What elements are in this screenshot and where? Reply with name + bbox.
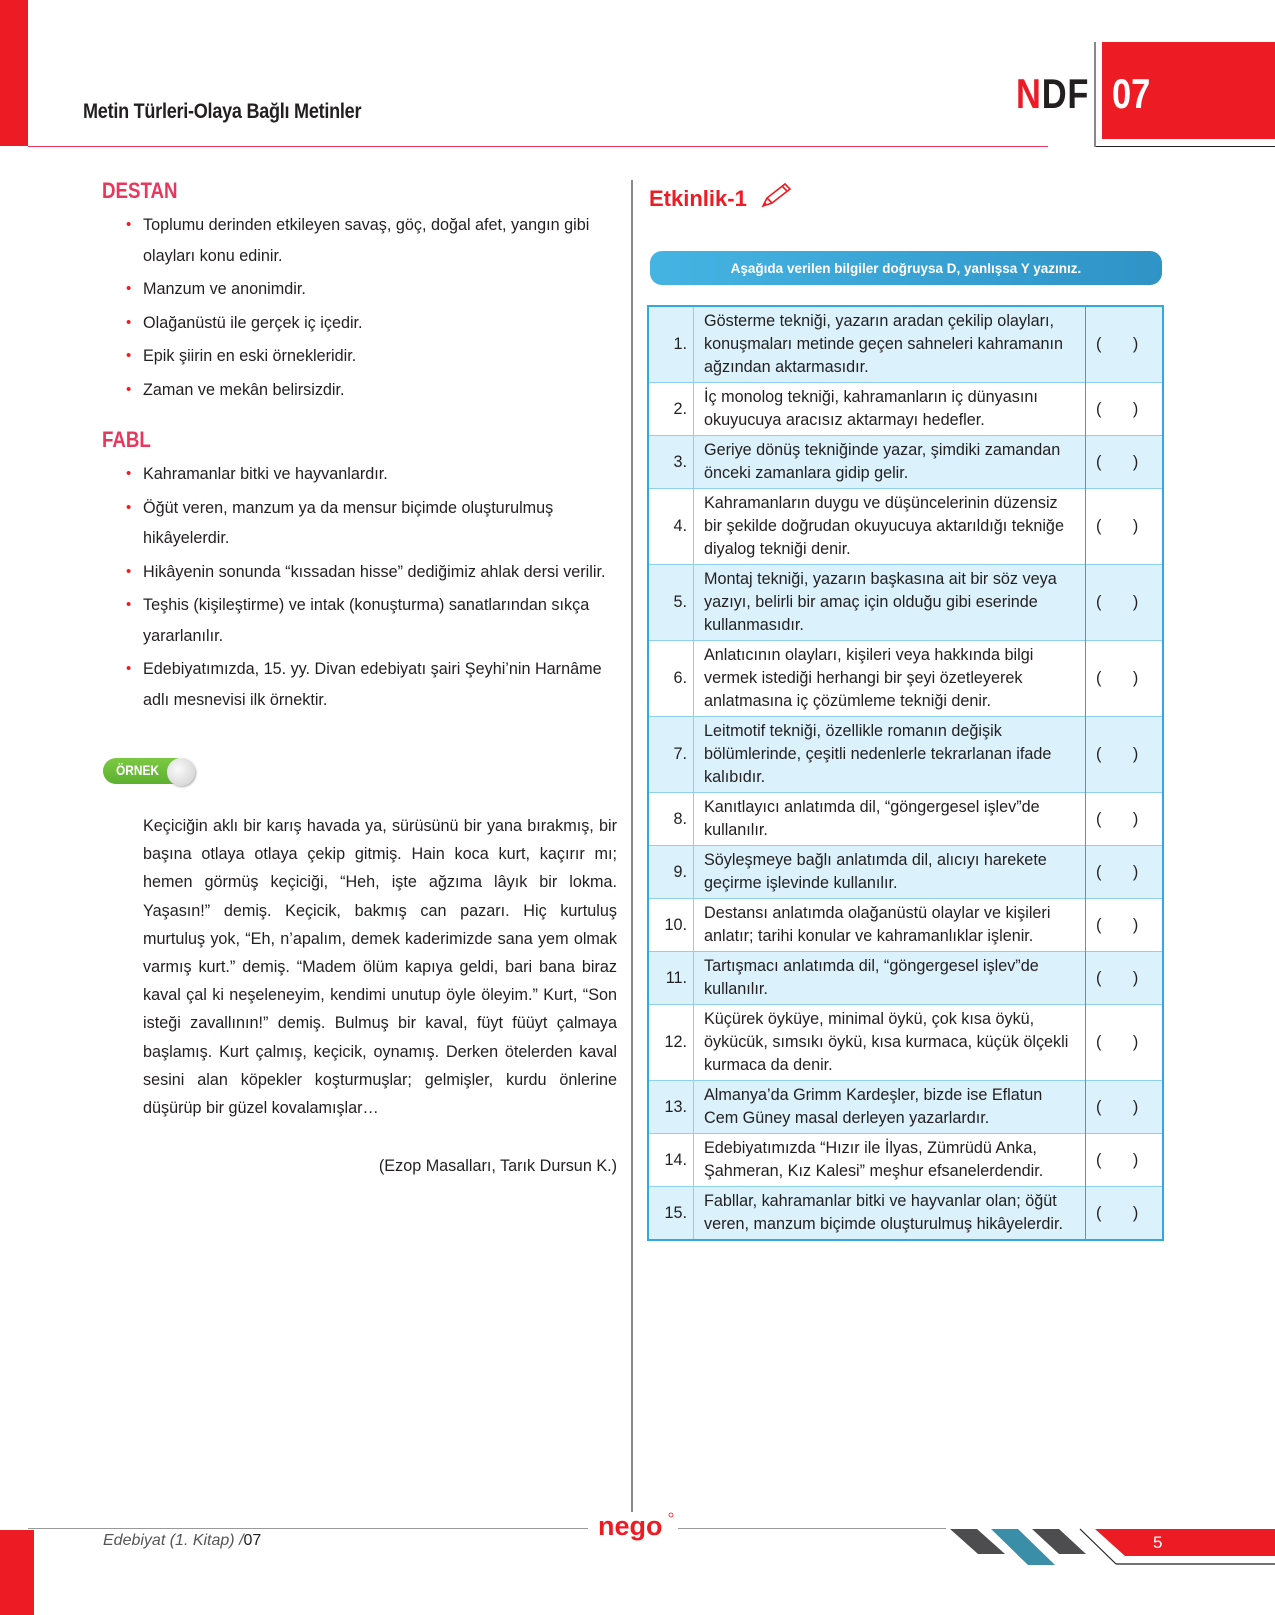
answer-blank[interactable]: ( ) [1086,793,1164,846]
question-row [648,1005,1163,1081]
question-number: 14. [648,1134,694,1187]
left-accent-bar-bottom [0,1530,34,1615]
page-title: Metin Türleri-Olaya Bağlı Metinler [83,100,362,123]
question-row [648,1081,1163,1134]
question-text: Edebiyatımızda “Hızır ile İlyas, Zümrüdü Anka, Şahmeran, Kız Kalesi” meşhur efsanelerdendir. [694,1134,1086,1187]
question-text: Kanıtlayıcı anlatımda dil, “göngergesel işlev”de kullanılır. [694,793,1086,846]
question-row [648,436,1163,489]
question-number: 11. [648,952,694,1005]
question-row [648,489,1163,565]
question-text: Tartışmacı anlatımda dil, “göngergesel işlev”de kullanılır. [694,952,1086,1005]
question-row [648,1187,1163,1241]
answer-blank[interactable]: ( ) [1086,717,1164,793]
question-text: Geriye dönüş tekniğinde yazar, şimdiki zamandan önceki zamanlara gidip gelir. [694,436,1086,489]
instruction-banner: Aşağıda verilen bilgiler doğruysa D, yanlışsa Y yazınız. [650,251,1162,285]
question-number: 10. [648,899,694,952]
answer-blank[interactable]: ( ) [1086,383,1164,436]
destan-item: • Zaman ve mekân belirsizdir. [126,375,618,406]
unit-number: 07 [1112,70,1151,117]
footer-book-label [103,1532,261,1550]
series-logo [1016,70,1089,118]
answer-blank[interactable]: ( ) [1086,1187,1164,1241]
question-text: Anlatıcının olayları, kişileri veya hakkında bilgi vermek istediği herhangi bir şeyi özetleyerek anlatmasına iç çözümleme tekniği denir. [694,641,1086,717]
destan-item: • Manzum ve anonimdir. [126,274,618,305]
footer-book-unit: 07 [243,1532,262,1549]
fabl-item: • Edebiyatımızda, 15. yy. Divan edebiyatı şairi Şeyhi’nin Harnâme adlı mesnevisi ilk örnektir. [126,654,618,715]
question-row [648,899,1163,952]
answer-blank[interactable]: ( ) [1086,1081,1164,1134]
fabl-item: • Kahramanlar bitki ve hayvanlardır. [126,459,618,490]
question-number: 3. [648,436,694,489]
question-number: 13. [648,1081,694,1134]
answer-blank[interactable]: ( ) [1086,952,1164,1005]
series-n: N [1016,70,1042,117]
question-text: Kahramanların duygu ve düşüncelerinin düzensiz bir şekilde doğrudan okuyucuya aktarıldığı tekniğe diyalog tekniği denir. [694,489,1086,565]
publisher-logo [594,1509,676,1543]
question-row [648,793,1163,846]
answer-blank[interactable]: ( ) [1086,899,1164,952]
header-rule [28,146,1048,147]
question-row [648,383,1163,436]
answer-blank[interactable]: ( ) [1086,846,1164,899]
question-number: 1. [648,306,694,383]
footer-book-title: Edebiyat (1. Kitap) / [103,1532,244,1549]
question-text: Söyleşmeye bağlı anlatımda dil, alıcıyı harekete geçirme işlevinde kullanılır. [694,846,1086,899]
answer-blank[interactable]: ( ) [1086,1134,1164,1187]
question-text: İç monolog tekniği, kahramanların iç dünyasını okuyucuya aracısız aktarmayı hedefler. [694,383,1086,436]
question-number: 5. [648,565,694,641]
fabl-item: • Öğüt veren, manzum ya da mensur biçimde oluşturulmuş hikâyelerdir. [126,493,618,554]
question-row [648,1134,1163,1187]
question-number: 4. [648,489,694,565]
page-number: 5 [1153,1533,1163,1552]
question-number: 15. [648,1187,694,1241]
question-number: 9. [648,846,694,899]
question-text: Destansı anlatımda olağanüstü olaylar ve kişileri anlatır; tarihi konular ve kahramanlıklar işlenir. [694,899,1086,952]
activity-title: Etkinlik-1 [649,186,747,211]
question-text: Küçürek öyküye, minimal öykü, çok kısa öykü, öykücük, sımsıkı öykü, kısa kurmaca, küçük ölçekli kurmaca da denir. [694,1005,1086,1081]
question-number: 7. [648,717,694,793]
footer-rule [678,1528,946,1529]
column-divider [631,180,633,1512]
question-row [648,717,1163,793]
question-row [648,565,1163,641]
question-table [647,305,1164,1241]
example-badge-knob [167,758,195,786]
answer-blank[interactable]: ( ) [1086,489,1164,565]
example-badge-label: ÖRNEK [116,762,159,778]
publisher-logo-text: nego [598,1511,663,1541]
answer-blank[interactable]: ( ) [1086,1005,1164,1081]
question-text: Leitmotif tekniği, özellikle romanın değişik bölümlerinde, çeşitli nedenlerle tekrarlanan ifade kalıbıdır. [694,717,1086,793]
series-df: DF [1041,70,1090,117]
footer-rule [28,1528,588,1529]
question-text: Almanya’da Grimm Kardeşler, bizde ise Eflatun Cem Güney masal derleyen yazarlardır. [694,1081,1086,1134]
question-number: 2. [648,383,694,436]
question-text: Montaj tekniği, yazarın başkasına ait bir söz veya yazıyı, belirli bir amaç için olduğu gibi eserinde kullanmasıdır. [694,565,1086,641]
example-text: Keçiciğin aklı bir karış havada ya, sürüsünü bir yana bırakmış, bir başına otlaya otlaya çekip gitmiş. Hain koca kurt, kaçırır mı; hemen görmüş keçiciği, “Heh, işte ağzıma lâyık bir lokma. Yaşasın!” demiş. Keçicik, bakmış can pazarı. Hiç kurtuluş murtuluş yok, “Eh, n’apalım, demek kaderimizde sana yem olmak varmış kurt.” demiş. “Madem ölüm kapıya geldi, bari bana biraz kaval çal ki neşeleneyim, kendimi unutup öyle öleyim.” Kurt, “Son isteği zavallının!” demiş. Bulmuş bir kaval, füyt füüyt çalmaya başlamış. Kurt çalmış, keçicik, oynamış. Derken ötelerden kaval sesini alan köpekler koşturmuşlar; gelmişler, kurdu önlerine düşürüp bir güzel kovalamışlar… [143,817,617,1118]
answer-blank[interactable]: ( ) [1086,436,1164,489]
question-text: Gösterme tekniği, yazarın aradan çekilip olayları, konuşmaları metinde geçen sahneleri kahramanın ağzından aktarmasıdır. [694,306,1086,383]
question-row [648,952,1163,1005]
answer-blank[interactable]: ( ) [1086,565,1164,641]
destan-item: • Olağanüstü ile gerçek iç içedir. [126,308,618,339]
destan-list [126,210,618,408]
answer-blank[interactable]: ( ) [1086,641,1164,717]
fabl-list [126,459,618,718]
question-number: 12. [648,1005,694,1081]
destan-item: • Toplumu derinden etkileyen savaş, göç, doğal afet, yangın gibi olayları konu edinir. [126,210,618,271]
header-divider [1094,42,1096,147]
question-number: 8. [648,793,694,846]
example-badge [103,758,197,784]
left-accent-bar [0,0,28,146]
section-title-destan: DESTAN [102,178,178,203]
fabl-item: • Teşhis (kişileştirme) ve intak (konuşturma) sanatlarından sıkça yararlanılır. [126,590,618,651]
destan-item: • Epik şiirin en eski örnekleridir. [126,341,618,372]
question-row [648,846,1163,899]
fabl-item: • Hikâyenin sonunda “kıssadan hisse” dediğimiz ahlak dersi verilir. [126,557,618,588]
question-row [648,306,1163,383]
question-number: 6. [648,641,694,717]
footer-stripes [950,1528,1275,1566]
answer-blank[interactable]: ( ) [1086,306,1164,383]
pencil-icon [759,182,793,210]
question-row [648,641,1163,717]
example-source: (Ezop Masalları, Tarık Dursun K.) [378,1157,617,1175]
question-text: Fabllar, kahramanlar bitki ve hayvanlar olan; öğüt veren, manzum biçimde oluşturulmuş hikâyelerdir. [694,1187,1086,1241]
unit-rule [1096,146,1275,147]
section-title-fabl: FABL [102,427,151,452]
